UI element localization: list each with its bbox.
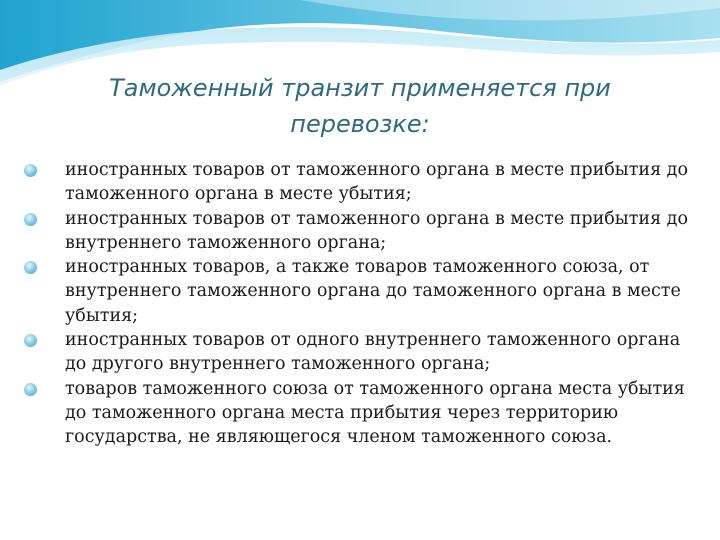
bullet-list — [20, 158, 700, 450]
bullet-dot-icon — [24, 261, 37, 274]
bullet-text: иностранных товаров от одного внутреннего таможенного органа до другого внутреннего таможенного органа; — [65, 330, 681, 375]
bullet-text: иностранных товаров от таможенного органа в месте прибытия до внутреннего таможенного органа; — [65, 208, 688, 253]
bullet-text: иностранных товаров от таможенного органа в месте прибытия до таможенного органа в месте убытия; — [65, 160, 688, 205]
list-item — [20, 158, 700, 207]
list-item — [20, 328, 700, 377]
bullet-dot-icon — [24, 334, 37, 347]
slide-title: Таможенный транзит применяется при перевозке: — [109, 74, 611, 138]
list-item — [20, 377, 700, 450]
list-item — [20, 255, 700, 328]
list-item — [20, 207, 700, 256]
bullet-dot-icon — [24, 383, 37, 396]
bullet-text: иностранных товаров, а также товаров таможенного союза, от внутреннего таможенного органа до таможенного органа в месте убытия; — [65, 257, 681, 326]
bullet-text: товаров таможенного союза от таможенного органа места убытия до таможенного органа места прибытия через территорию государства, не являющегося членом таможенного союза. — [65, 378, 685, 448]
bullet-dot-icon — [24, 213, 37, 226]
bullet-dot-icon — [24, 164, 37, 177]
